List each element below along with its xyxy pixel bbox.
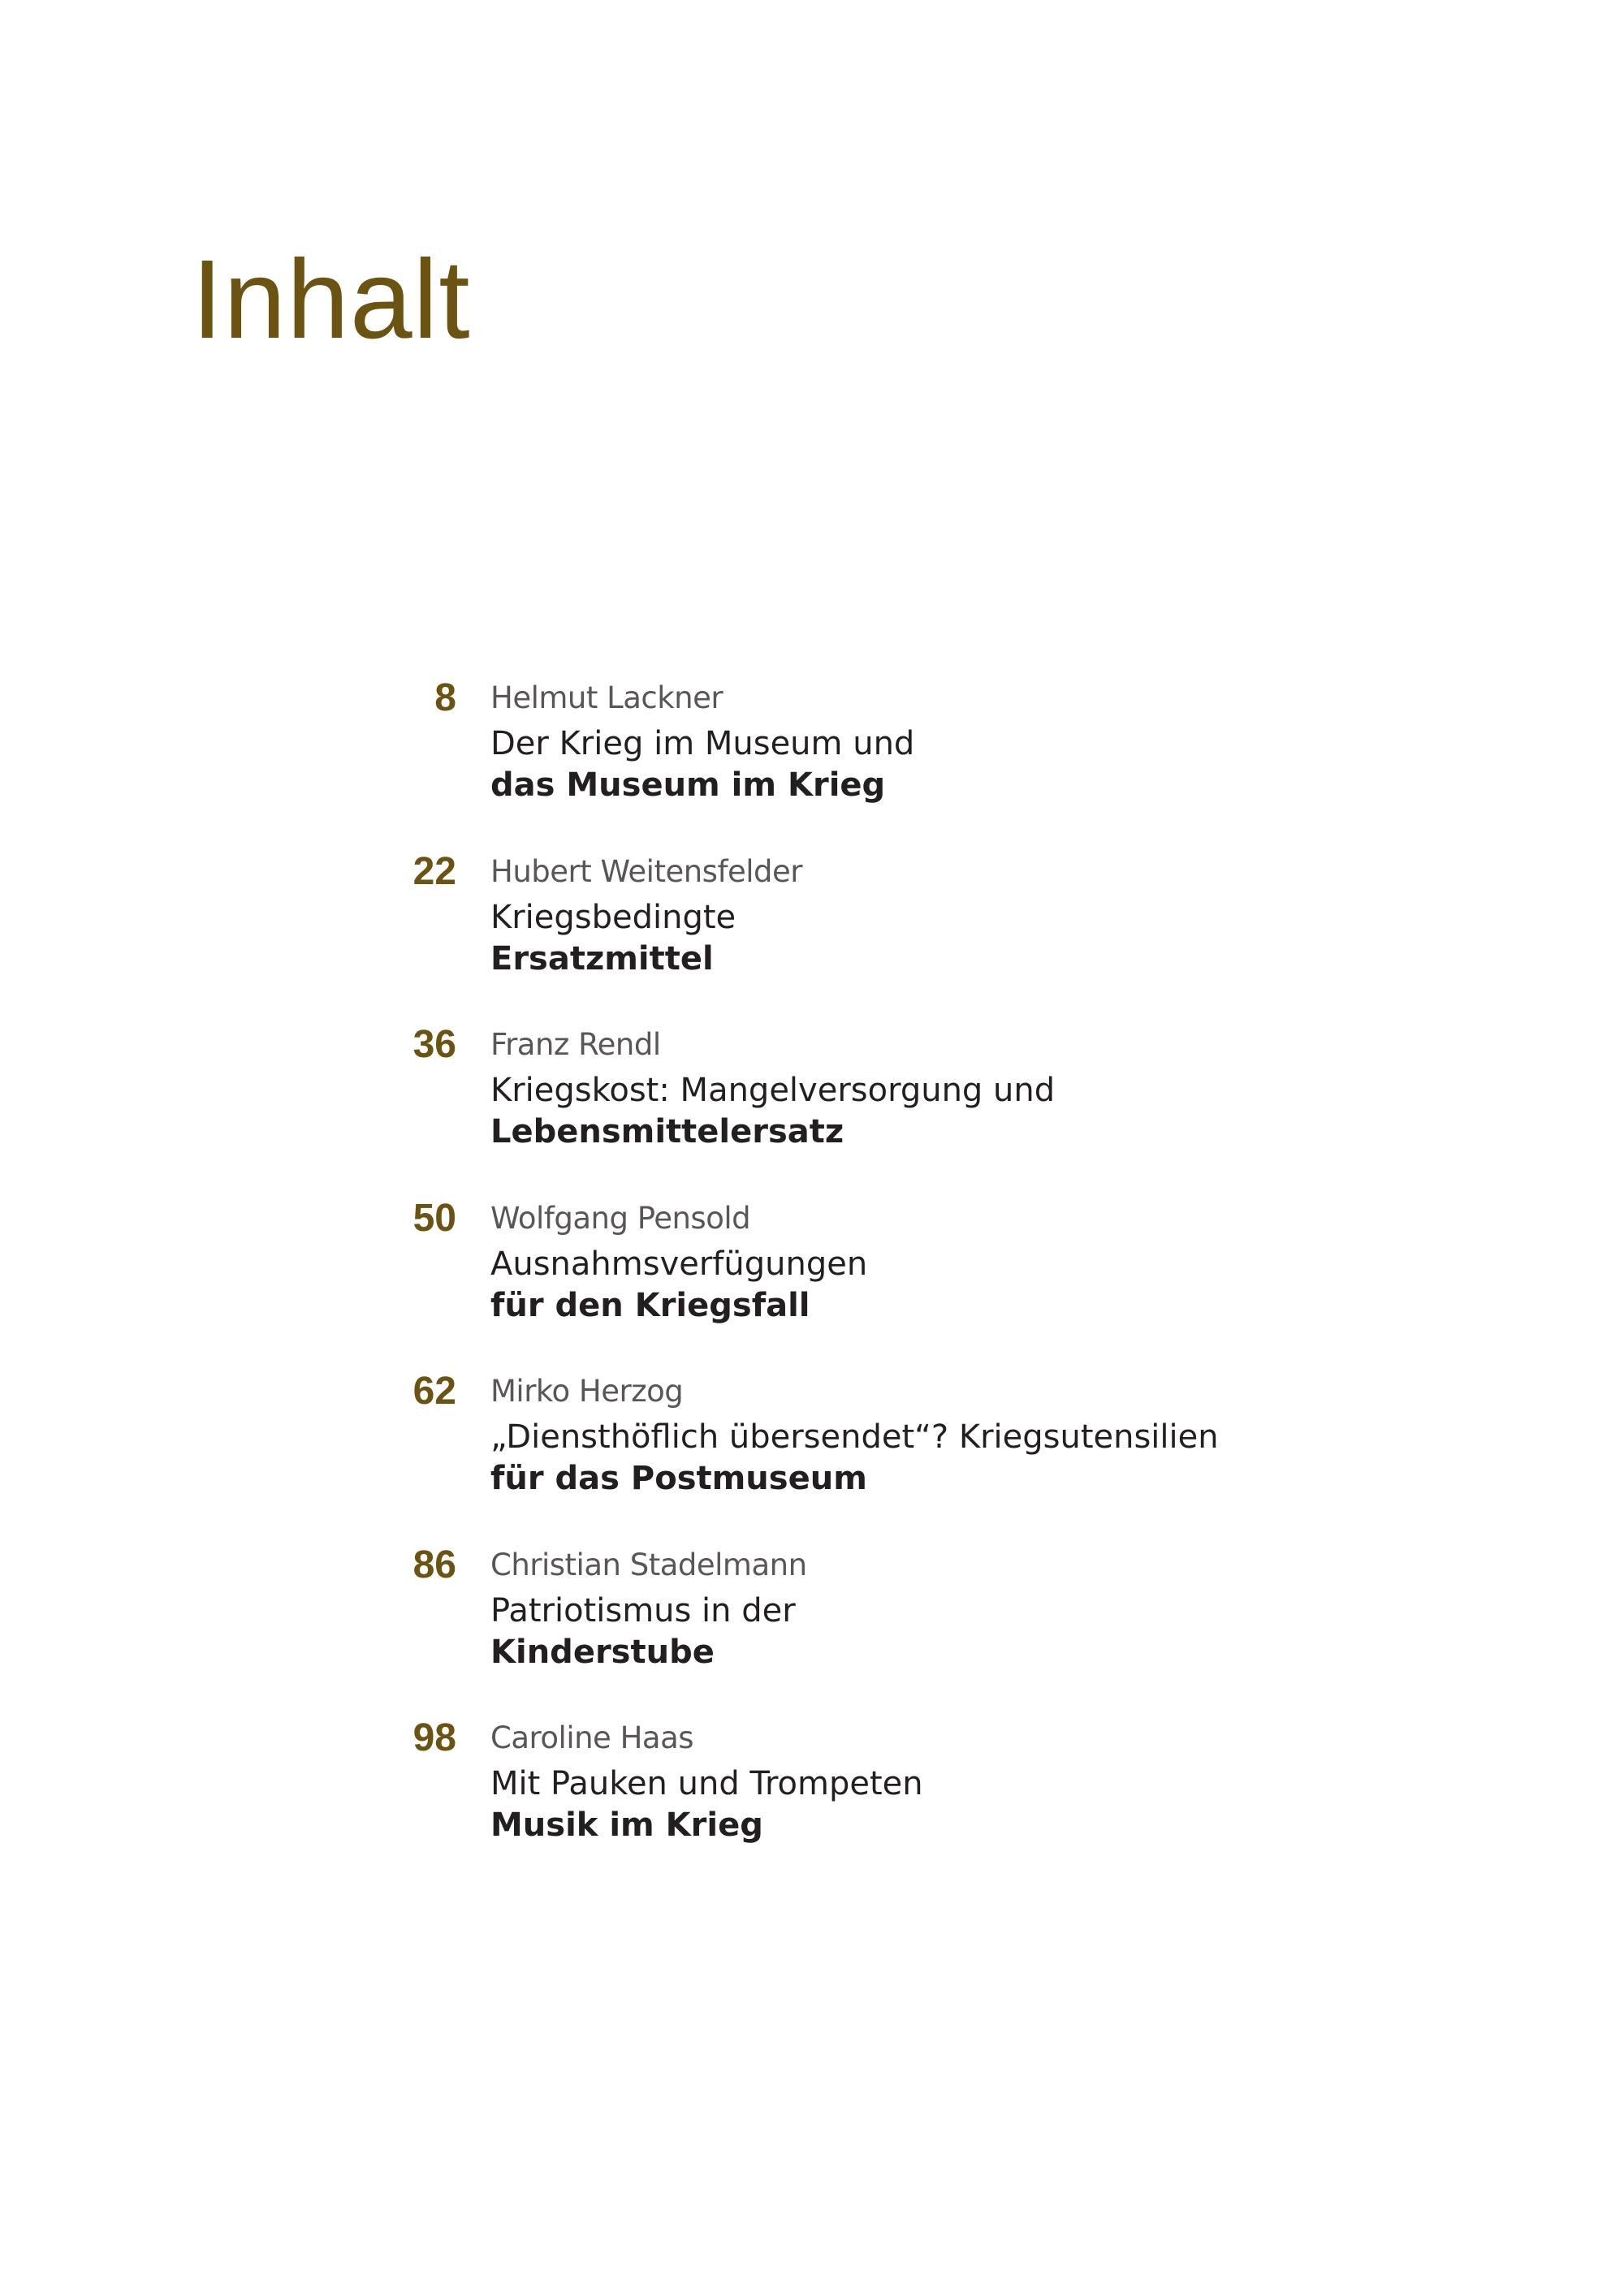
toc-subtitle: für das Postmuseum (490, 1460, 867, 1497)
toc-author: Wolfgang Pensold (490, 1200, 751, 1236)
toc-subtitle: Ersatzmittel (490, 939, 714, 978)
toc-author: Mirko Herzog (490, 1374, 684, 1409)
page-title: Inhalt (192, 237, 471, 362)
toc-author: Christian Stadelmann (490, 1547, 807, 1582)
toc-title: Patriotismus in der (490, 1591, 796, 1629)
toc-page-number: 22 (412, 849, 456, 893)
toc-title: Kriegsbedingte (490, 898, 736, 936)
table-of-contents (325, 672, 1462, 1886)
toc-entry-body (490, 1712, 923, 1845)
toc-page-number: 50 (412, 1196, 456, 1240)
toc-author: Caroline Haas (490, 1720, 694, 1755)
toc-entry-body (490, 672, 914, 805)
toc-entry[interactable] (325, 1539, 1462, 1713)
toc-subtitle: Kinderstube (490, 1633, 715, 1671)
toc-title: Mit Pauken und Trompeten (490, 1765, 923, 1802)
toc-title: Kriegskost: Mangelversorgung und (490, 1072, 1056, 1109)
toc-entry[interactable] (325, 1193, 1462, 1366)
toc-subtitle: das Museum im Krieg (490, 766, 886, 804)
toc-entry-body (490, 1539, 807, 1673)
toc-subtitle: für den Kriegsfall (490, 1286, 810, 1324)
toc-subtitle: Lebensmittelersatz (490, 1113, 844, 1150)
toc-page-number: 86 (412, 1543, 456, 1586)
toc-author: Franz Rendl (490, 1027, 661, 1062)
toc-title: Ausnahmsverfügungen (490, 1245, 868, 1283)
toc-author: Hubert Weitensfelder (490, 853, 802, 889)
toc-title: Der Krieg im Museum und (490, 725, 915, 762)
toc-page-number: 62 (412, 1370, 456, 1413)
toc-subtitle: Musik im Krieg (490, 1806, 763, 1844)
toc-page-number: 8 (434, 676, 456, 719)
toc-entry[interactable] (325, 1019, 1462, 1193)
toc-entry-body (490, 1193, 867, 1326)
toc-page-number: 36 (412, 1023, 456, 1066)
toc-entry-body (490, 1366, 1219, 1499)
toc-entry[interactable] (325, 1712, 1462, 1886)
toc-page-number: 98 (412, 1716, 456, 1759)
toc-title: „Diensthöflich übersendet“? Kriegsutensilien (490, 1418, 1219, 1456)
toc-entry-body (490, 846, 802, 979)
toc-entry[interactable] (325, 1366, 1462, 1539)
toc-entry[interactable] (325, 846, 1462, 1020)
toc-entry[interactable] (325, 672, 1462, 846)
toc-entry-body (490, 1019, 1055, 1152)
toc-author: Helmut Lackner (490, 680, 723, 715)
